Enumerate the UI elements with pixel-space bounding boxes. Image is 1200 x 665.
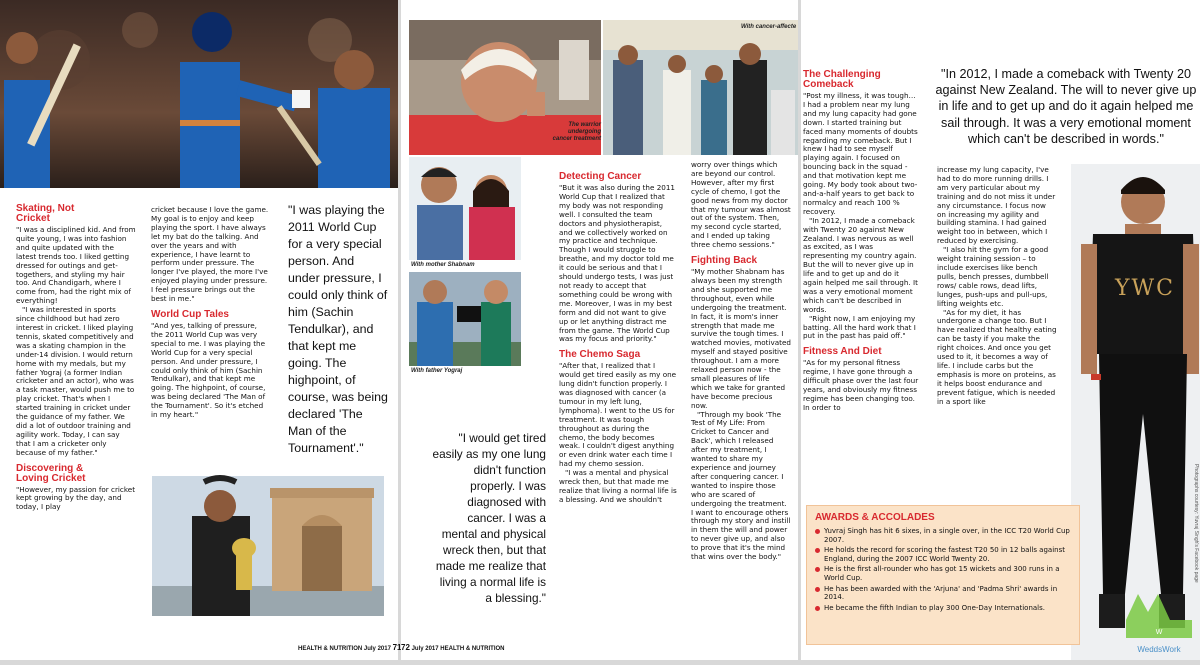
magazine-name: HEALTH & NUTRITION <box>298 646 363 652</box>
heading-detecting-cancer: Detecting Cancer <box>559 171 642 182</box>
page-footer <box>401 643 505 652</box>
caption-father: With father Yograj <box>411 368 463 374</box>
paragraph: "However, my passion for cricket kept growing by the day, and today, I play <box>16 484 136 512</box>
paragraph: "And yes, talking of pressure, the 2011 World Cup was very special to me. I was playing the World Cup for a very special person. And under pressure, I could only think of him (Sachin Tendulkar), and that kept me going. The highpoint, of course, was being declared 'The Man of the Tournament'. So it's etched in my heart." <box>151 320 266 420</box>
mother-photo <box>409 157 521 260</box>
paragraph: "Right now, I am enjoying my batting. All the hard work that I put in the past has paid off." <box>803 313 916 341</box>
paragraph: worry over things which are beyond our control. However, after my first cycle of chemo, I got the good news from my doctor that my tumour was almost out of the system. Then, my second cycle started, and I ended up taking three chemo sessions." <box>691 160 791 250</box>
issue-date: July 2017 <box>363 646 391 652</box>
page-number: 71 <box>392 643 402 652</box>
paragraph: "My mother Shabnam has always been my strength and she supported me throughout, even while undergoing the treatment. In fact, it is mom's inner strength that made me survive the tough times. I watched movies, motivated myself and stayed positive throughout. I am a more relaxed person now - the small pleasures of life which we take for granted have become precious now. <box>691 267 791 410</box>
trophy-gateway-photo <box>152 476 384 616</box>
heading-discovering-cricket: Discovering & Loving Cricket <box>16 462 86 484</box>
heading-fitness-diet: Fitness And Diet <box>803 346 882 358</box>
list-item: He holds the record for scoring the fastest T20 50 in 12 balls against England, during the 2007 ICC World Twenty 20. <box>815 546 1073 563</box>
watermark-icon <box>1124 590 1194 640</box>
paragraph: "After that, I realized that I would get tired easily as my one lung didn't function properly. I was diagnosed with cancer (a tumour in my left lung, lymphoma). I went to the US for treatment. It was tough throughout as during the chemo, the body becomes weak. I couldn't digest anything or even drink water each time I had my chemo session. <box>559 361 677 469</box>
caption-mother: With mother Shabnam <box>411 262 475 268</box>
magazine-name: HEALTH & NUTRITION <box>440 646 505 652</box>
paragraph: "I also hit the gym for a good weight training session – to include exercises like bench pulls, bench presses, dumbbell rows/ cable rows, dead lifts, lunges, push-ups and pull-ups, lifting weights etc. <box>937 245 1049 308</box>
paragraph: cricket because I love the game. My goal is to enjoy and keep playing the sport. I have always let my bat do the talking. And over the years and with experience, I have learnt to perform under pressure. The longer I've played, the more I've enjoyed playing under pressure. I feel pressure brings out the best in me." <box>151 205 269 304</box>
awards-box <box>806 505 1080 645</box>
paragraph: increase my lung capacity, I've had to do more running drills. I am very particular about my training and do not miss it under any circumstance. I focus now on increasing my agility and building stamina. I had gained weight too in between, which I reduced by exercising. <box>937 165 1056 246</box>
father-photo <box>409 272 521 366</box>
caption-warrior: The warrior undergoing cancer treatment <box>552 122 601 142</box>
paragraph: "As for my diet, it has undergone a change too. But I have realized that healthy eating can be tasty if you make the right choices. And once you get used to it, it becomes a way of life. I include carbs but the emphasis is more on proteins, as it helps boost endurance and prevent fatigue, which is needed in a sport like <box>937 307 1057 406</box>
watermark-text: WeddsWork <box>1137 645 1181 654</box>
heading-challenging-comeback: The Challenging Comeback <box>803 69 881 90</box>
magazine-page-71 <box>0 0 402 660</box>
issue-date: July 2017 <box>411 646 439 652</box>
caption-cancer-affected: With cancer-affecte <box>741 24 797 30</box>
list-item: He is the first all-rounder who has got 15 wickets and 300 runs in a World Cup. <box>815 565 1073 582</box>
pull-quote: "I would get tired easily as my one lung didn't function properly. I was diagnosed with cancer. I was a mental and physical wreck then, but that made me realize that living a normal life is a blessing." <box>432 431 546 605</box>
magazine-page-72 <box>401 0 798 660</box>
column-2 <box>691 161 791 562</box>
list-item: He became the fifth Indian to play 300 One-Day Internationals. <box>815 604 1073 613</box>
awards-list <box>807 527 1079 612</box>
cancer-children-photo <box>603 20 798 155</box>
portrait-photo <box>1071 164 1200 660</box>
paragraph: "I was a disciplined kid. And from quite young, I was into fashion and quite updated with the latest trends too. I liked getting dressed for outings and get-togethers, and styling my hair too. And Chandigarh, where I come from, had the right mix of everything! <box>16 225 136 306</box>
paragraph: "But it was also during the 2011 World Cup that I realized that my body was not responding well. I consulted the team doctors and physiotherapist, and we collectively worked on my practice and technique. Though I would struggle to breathe, and my doctor told me it could be serious and that I should undergo tests, I was just not ready to accept that something could be wrong with me. Moreover, I was in my best form and did not want to give up or let anything distract me from the game. The World Cup was my focus and priority." <box>559 183 675 344</box>
paragraph: "I was interested in sports since childhood but had zero interest in cricket. I liked playing tennis, skated competitively and was a skating champion in the under-14 division. I would return home with my medals, but my father Yograj (a former Indian cricketer and an actor), who was a task master, would push me to play cricket. That's when I started training in cricket under the guidance of my father. We did a lot of outdoor training and agility work. Today, I can say that I am a cricketer only because of my father." <box>16 305 135 457</box>
paragraph: "I was a mental and physical wreck then, but that made me realize that living a normal life is a blessing. And we shouldn't <box>559 468 677 504</box>
pull-quote: "I was playing the 2011 World Cup for a very special person. And under pressure, I could only think of him (Sachin Tendulkar), and that kept me going. The highpoint, of course, was being declared 'The Man of the Tournament'." <box>288 203 388 455</box>
column-2 <box>151 206 271 420</box>
heading-chemo-saga: The Chemo Saga <box>559 349 641 361</box>
watermark-logo <box>1124 590 1194 652</box>
paragraph: "Post my illness, it was tough… I had a problem near my lung and my lung capacity had gone down. I started training but faced many moments of doubts regarding my comeback. But I knew I had to see myself playing again. I focused on bouncing back in the squad - and that motivation kept me going. My body took about two-and-a-half years to get back to normalcy and reach 100 % recovery. <box>803 91 918 216</box>
column-1 <box>803 70 919 413</box>
paragraph: "In 2012, I made a comeback with Twenty 20 against New Zealand. I was nervous as well as excited, as I was representing my country again. But the will to never give up in life and to get up and do it again helped me sail through. It was a very emotional moment which can't be described in words. <box>803 215 918 314</box>
awards-title: AWARDS & ACCOLADES <box>815 512 935 523</box>
list-item: He has been awarded with the 'Arjuna' and 'Padma Shri' awards in 2014. <box>815 585 1073 602</box>
cricket-celebration-photo <box>0 0 398 188</box>
page-number: 72 <box>401 643 410 652</box>
photo-credit: Photographs courtesy: Yuvraj Singh's Facebook page <box>1193 464 1199 583</box>
heading-world-cup-tales: World Cup Tales <box>151 308 229 320</box>
tshirt-logo: YWC <box>1115 276 1175 301</box>
paragraph: "As for my personal fitness regime, I have gone through a difficult phase over the last four years, and obviously my fitness regime has been changing too. In order to <box>803 358 919 412</box>
svg-text:W: W <box>1155 629 1163 636</box>
list-item: Yuvraj Singh has hit 6 sixes, in a single over, in the ICC T20 World Cup 2007. <box>815 527 1073 544</box>
column-2 <box>937 166 1057 406</box>
column-1 <box>16 204 136 512</box>
heading-skating-not-cricket: Skating, Not Cricket <box>16 203 75 224</box>
pull-quote: "In 2012, I made a comeback with Twenty 20 against New Zealand. The will to never give up in life and to get up and do it again helped me sail through. It was a very emotional moment which can't be described in words." <box>935 67 1197 146</box>
heading-fighting-back: Fighting Back <box>691 255 758 267</box>
paragraph: "Through my book 'The Test of My Life: From Cricket to Cancer and Back', which I released after my treatment, I wanted to share my experience and journey after conquering cancer. I wanted to inspire those who are scared of undergoing the treatment. I want to encourage others through my story and instill in them the will and power to never give up, and also to prove that it's the mind that wins over the body." <box>691 409 791 562</box>
column-1 <box>559 172 677 505</box>
page-footer <box>298 643 402 652</box>
